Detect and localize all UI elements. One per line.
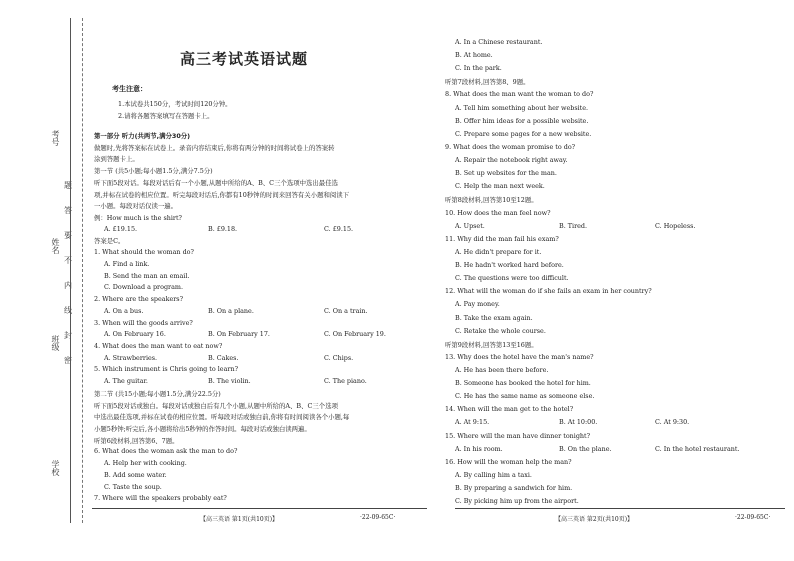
question-line: 第二节 (共15小题;每小题1.5分,满分22.5分) (94, 389, 221, 398)
option-text: B. Someone has booked the hotel for him. (455, 379, 591, 388)
notice-item: 1.本试卷共150分，考试时间120分钟。 (118, 100, 232, 108)
option-text: C. The piano. (324, 377, 367, 386)
binding-dashed-rule (82, 18, 83, 523)
option-text: C. He has the same name as someone else. (455, 392, 595, 401)
seal-char: 题 (64, 181, 72, 190)
option-text: B. Cakes. (208, 353, 239, 362)
question-line: 听第6段材料,回答第6、7题。 (94, 436, 179, 445)
question-line: 7. Where will the speakers probably eat? (94, 494, 227, 503)
option-text: A. In a Chinese restaurant. (455, 38, 543, 46)
option-text: B. On a plane. (208, 306, 254, 315)
option-text: A. In his room. (455, 444, 503, 453)
option-text: B. The violin. (208, 377, 251, 386)
option-text: C. Download a program. (104, 283, 183, 292)
option-text: C. In the hotel restaurant. (655, 444, 740, 453)
question-line: 小题5秒钟;听完后,各小题将给出5秒钟的作答时间。每段对话或独白读两遍。 (94, 425, 311, 433)
option-text: C. £9.15. (324, 224, 354, 233)
option-text: B. At home. (455, 51, 493, 60)
question-line: 例：How much is the shirt? (94, 214, 182, 223)
option-text: C. The questions were too difficult. (455, 274, 569, 283)
option-text: C. In the park. (455, 64, 502, 73)
question-line: 涂到答题卡上。 (94, 155, 139, 164)
footer-page-label: 【高三英语 第2页(共10页)】 (555, 516, 634, 523)
question-line: 项,并标在试卷的相应位置。听完每段对话后,你都有10秒钟的时间来回答有关小题和阅读下 (94, 190, 350, 199)
option-text: B. £9.18. (208, 224, 238, 233)
seal-char: 密 (64, 356, 72, 365)
question-line: 12. What will the woman do if she fails an exam in her country? (445, 287, 652, 296)
class-label: 班级 (51, 335, 60, 351)
question-line: 听第7段材料,回答第8、9题。 (445, 78, 530, 87)
option-text: C. Chips. (324, 353, 354, 362)
kaohao-label: 考号 (51, 130, 60, 146)
option-text: C. Retake the whole course. (455, 326, 546, 335)
question-line: 第一部分 听力(共两节,满分30分) (94, 132, 191, 140)
question-line: 9. What does the woman promise to do? (445, 142, 576, 151)
question-line: 第一节 (共5小题;每小题1.5分,满分7.5分) (94, 167, 213, 176)
question-line: 中选出最佳选项,并标在试卷的相应位置。听每段对话或独白前,你将有时间阅读各个小题,每 (94, 413, 350, 422)
school-label: 学校 (51, 460, 60, 476)
name-label: 姓名 (51, 238, 60, 254)
option-text: B. Set up websites for the man. (455, 169, 557, 178)
seal-char: 答 (64, 206, 72, 215)
option-text: B. On the plane. (559, 444, 612, 453)
question-line: 14. When will the man get to the hotel? (445, 405, 574, 414)
option-text: A. £19.15. (104, 224, 138, 233)
option-text: B. On February 17. (208, 330, 270, 339)
option-text: A. Help her with cooking. (104, 459, 187, 468)
notice-heading: 考生注意： (112, 85, 147, 93)
footer-divider (455, 508, 785, 509)
question-line: 6. What does the woman ask the man to do? (94, 447, 238, 456)
option-text: B. Take the exam again. (455, 313, 533, 322)
option-text: A. The guitar. (104, 377, 148, 386)
option-text: C. Hopeless. (655, 221, 696, 230)
option-text: B. Add some water. (104, 470, 167, 479)
option-text: C. On a train. (324, 306, 368, 315)
binding-rule (70, 18, 71, 523)
footer-divider (92, 508, 427, 509)
question-line: 2. Where are the speakers? (94, 295, 184, 304)
question-line: 一小题。每段对话仅读一遍。 (94, 202, 178, 211)
option-text: B. By preparing a sandwich for him. (455, 484, 573, 493)
option-text: C. At 9:30. (655, 418, 690, 427)
question-line: 16. How will the woman help the man? (445, 457, 572, 466)
option-text: B. Tired. (559, 221, 588, 230)
option-text: A. Tell him something about her website. (455, 103, 589, 112)
option-text: A. On February 16. (104, 330, 166, 339)
exam-title: 高三考试英语试题 (180, 50, 309, 68)
seal-char: 不 (64, 256, 72, 265)
option-text: A. On a bus. (104, 306, 144, 315)
question-line: 5. Which instrument is Chris going to learn? (94, 365, 238, 374)
question-line: 答案是C。 (94, 237, 125, 246)
option-text: C. Taste the soup. (104, 482, 162, 491)
option-text: C. On February 19. (324, 330, 386, 339)
question-line: 4. What does the man want to eat now? (94, 341, 223, 350)
footer-code: ·22-09-65C· (735, 514, 771, 521)
option-text: A. He didn't prepare for it. (455, 247, 542, 256)
option-text: B. Send the man an email. (104, 271, 190, 280)
question-line: 8. What does the man want the woman to do? (445, 90, 594, 99)
seal-char: 内 (64, 281, 72, 290)
option-text: B. At 10:00. (559, 418, 598, 427)
option-text: A. Pay money. (455, 300, 500, 309)
option-text: A. He has been there before. (455, 366, 549, 374)
option-text: A. Repair the notebook right away. (455, 156, 568, 165)
option-text: C. By picking him up from the airport. (455, 497, 579, 506)
option-text: C. Help the man next week. (455, 182, 545, 191)
option-text: B. Offer him ideas for a possible website. (455, 116, 589, 125)
option-text: A. At 9:15. (455, 418, 490, 427)
footer-page-label: 【高三英语 第1页(共10页)】 (200, 516, 279, 523)
seal-char: 要 (64, 231, 72, 240)
question-line: 13. Why does the hotel have the man's name? (445, 352, 594, 361)
option-text: C. Prepare some pages for a new website. (455, 129, 592, 138)
question-line: 10. How does the man feel now? (445, 208, 551, 217)
question-line: 做题时,先将答案标在试卷上。录音内容结束后,你将有两分钟的时间将试卷上的答案转 (94, 143, 335, 152)
option-text: A. Strawberries. (104, 353, 158, 362)
footer-code: ·22-09-65C· (360, 514, 396, 521)
seal-char: 线 (64, 306, 72, 315)
question-line: 15. Where will the man have dinner tonight? (445, 431, 591, 440)
question-line: 听第8段材料,回答第10至12题。 (445, 196, 538, 205)
question-line: 听第9段材料,回答第13至16题。 (445, 340, 538, 349)
option-text: B. He hadn't worked hard before. (455, 261, 564, 270)
option-text: A. Upset. (455, 221, 485, 230)
option-text: A. Find a link. (104, 259, 150, 268)
question-line: 1. What should the woman do? (94, 248, 194, 257)
option-text: A. By calling him a taxi. (455, 470, 532, 479)
question-line: 听下面5段对话或独白。每段对话或独白后有几个小题,从题中所给的A、B、C三个选项 (94, 401, 338, 410)
question-line: 3. When will the goods arrive? (94, 318, 193, 327)
notice-item: 2.请将各题答案填写在答题卡上。 (118, 112, 214, 120)
question-line: 听下面5段对话。每段对话后有一个小题,从题中所给的A、B、C三个选项中选出最佳选 (94, 178, 338, 187)
seal-char: 封 (64, 331, 72, 340)
binding-margin (0, 0, 70, 561)
question-line: 11. Why did the man fail his exam? (445, 234, 559, 243)
